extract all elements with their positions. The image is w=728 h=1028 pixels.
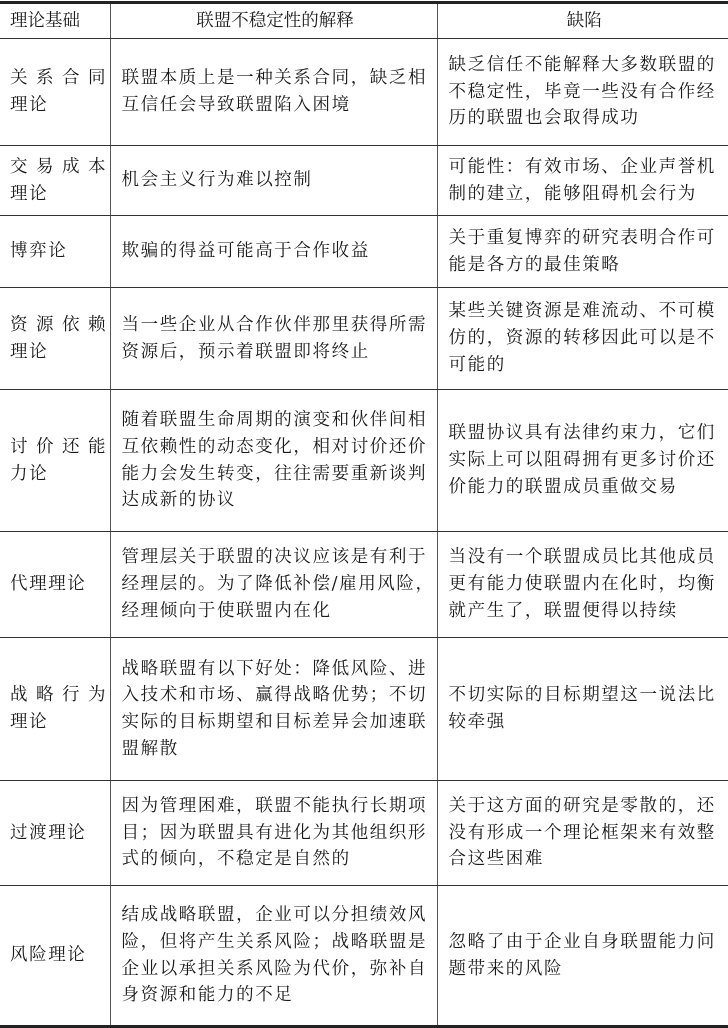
- table-row: [0, 288, 728, 390]
- cell-line: 理论: [10, 341, 49, 362]
- cell-line: 经理层的。为了降低补偿/雇用风险，: [121, 574, 435, 595]
- table-row: [0, 886, 728, 1027]
- defect-cell: [437, 39, 728, 146]
- cell-line: 理论: [10, 712, 49, 732]
- cell-line: 能是各方的最佳策略: [448, 254, 621, 275]
- cell-line: 就产生了，联盟便得以持续: [448, 600, 678, 621]
- cell-line: 式的倾向，不稳定是自然的: [121, 849, 351, 870]
- cell-line: 忽略了由于企业自身联盟能力问: [448, 931, 716, 952]
- cell-line: 当没有一个联盟成员比其他成员: [448, 547, 716, 568]
- cell-line: 关系合同: [10, 68, 106, 89]
- header-explanation: 联盟不稳定性的解释: [110, 3, 437, 39]
- cell-line: 机会主义行为难以控制: [121, 170, 313, 191]
- cell-line: 博弈论: [10, 241, 68, 262]
- cell-line: 讨价还能: [10, 436, 106, 457]
- cell-line: 管理层关于联盟的决议应该是有利于: [121, 547, 428, 568]
- cell-line: 没有形成一个理论框架来有效整: [448, 822, 716, 843]
- defect-cell: [437, 886, 728, 1027]
- cell-line: 力论: [10, 463, 49, 484]
- cell-line: 不切实际的目标期望这一说法比: [448, 685, 716, 706]
- cell-line: 合这些困难: [448, 849, 544, 870]
- table-row: [0, 39, 728, 146]
- cell-line: 关于重复博弈的研究表明合作可: [448, 227, 716, 248]
- theory-cell: [0, 638, 110, 781]
- cell-line: 较牵强: [448, 712, 506, 732]
- cell-line: 因为管理困难，联盟不能执行长期项: [121, 795, 428, 816]
- cell-line: 达成新的协议: [121, 490, 237, 511]
- defect-cell: [437, 638, 728, 781]
- cell-line: 能力会发生转变，往往需要重新谈判: [121, 463, 428, 484]
- defect-cell: [437, 390, 728, 532]
- cell-line: 经理倾向于使联盟内在化: [121, 600, 332, 621]
- theory-cell: [0, 146, 110, 216]
- explanation-cell: [110, 638, 437, 781]
- theory-cell: [0, 886, 110, 1027]
- theory-cell: [0, 288, 110, 390]
- cell-line: 险，但将产生关系风险；战略联盟是: [121, 931, 428, 952]
- cell-line: 实际上可以阻碍拥有更多讨价还: [448, 450, 716, 471]
- explanation-cell: [110, 146, 437, 216]
- cell-line: 随着联盟生命周期的演变和伙伴间相: [121, 410, 428, 431]
- cell-line: 目；因为联盟具有进化为其他组织形: [121, 822, 428, 843]
- table-row: [0, 781, 728, 886]
- cell-line: 入技术和市场、赢得战略优势；不切: [121, 685, 428, 706]
- cell-line: 可能性：有效市场、企业声誉机: [448, 156, 716, 177]
- cell-line: 不稳定性，毕竟一些没有合作经: [448, 81, 716, 102]
- table-row: [0, 216, 728, 288]
- cell-line: 企业以承担关系风险为代价，弥补自: [121, 958, 428, 979]
- defect-cell: [437, 216, 728, 288]
- table-row: [0, 638, 728, 781]
- theory-cell: [0, 781, 110, 886]
- cell-line: 欺骗的得益可能高于合作收益: [121, 241, 370, 262]
- theory-cell: [0, 390, 110, 532]
- explanation-cell: [110, 216, 437, 288]
- cell-line: 战略行为: [10, 685, 106, 706]
- cell-line: 联盟协议具有法律约束力，它们: [448, 423, 716, 444]
- cell-line: 某些关键资源是难流动、不可模: [448, 301, 716, 322]
- table-row: [0, 390, 728, 532]
- cell-line: 价能力的联盟成员重做交易: [448, 476, 678, 497]
- cell-line: 战略联盟有以下好处：降低风险、进: [121, 658, 428, 679]
- defect-cell: [437, 781, 728, 886]
- explanation-cell: [110, 39, 437, 146]
- explanation-cell: [110, 288, 437, 390]
- defect-cell: [437, 288, 728, 390]
- cell-line: 更有能力使联盟内在化时，均衡: [448, 574, 716, 595]
- cell-line: 过渡理论: [10, 822, 87, 843]
- alliance-theory-table: [0, 1, 728, 1028]
- explanation-cell: [110, 781, 437, 886]
- explanation-cell: [110, 390, 437, 532]
- cell-line: 缺乏信任不能解释大多数联盟的: [448, 54, 716, 75]
- cell-line: 制的建立，能够阻碍机会行为: [448, 183, 697, 204]
- cell-line: 历的联盟也会取得成功: [448, 108, 640, 129]
- cell-line: 可能的: [448, 354, 506, 375]
- cell-line: 实际的目标期望和目标差异会加速联: [121, 712, 428, 732]
- cell-line: 代理理论: [10, 574, 87, 595]
- cell-line: 题带来的风险: [448, 958, 564, 979]
- defect-cell: [437, 532, 728, 638]
- explanation-cell: [110, 886, 437, 1027]
- cell-line: 身资源和能力的不足: [121, 985, 294, 1006]
- cell-line: 仿的，资源的转移因此可以是不: [448, 328, 716, 349]
- cell-line: 风险理论: [10, 945, 87, 966]
- cell-line: 资源后，预示着联盟即将终止: [121, 341, 370, 362]
- defect-cell: [437, 146, 728, 216]
- cell-line: 盟解散: [121, 738, 179, 759]
- explanation-cell: [110, 532, 437, 638]
- header-defect: 缺陷: [437, 3, 728, 39]
- cell-line: 互信任会导致联盟陷入困境: [121, 95, 351, 115]
- table-row: [0, 532, 728, 638]
- cell-line: 关于这方面的研究是零散的，还: [448, 795, 716, 816]
- cell-line: 交易成本: [10, 156, 106, 177]
- header-theory: 理论基础: [0, 3, 110, 39]
- cell-line: 结成战略联盟，企业可以分担绩效风: [121, 905, 428, 926]
- cell-line: 理论: [10, 183, 49, 204]
- cell-line: 联盟本质上是一种关系合同，缺乏相: [121, 68, 428, 89]
- cell-line: 互依赖性的动态变化，相对讨价还价: [121, 436, 428, 457]
- theory-cell: [0, 216, 110, 288]
- theory-cell: [0, 532, 110, 638]
- cell-line: 理论: [10, 95, 49, 115]
- cell-line: 资源依赖: [10, 314, 106, 335]
- table-row: [0, 146, 728, 216]
- table-header-row: [0, 3, 728, 39]
- cell-line: 当一些企业从合作伙伴那里获得所需: [121, 314, 428, 335]
- theory-cell: [0, 39, 110, 146]
